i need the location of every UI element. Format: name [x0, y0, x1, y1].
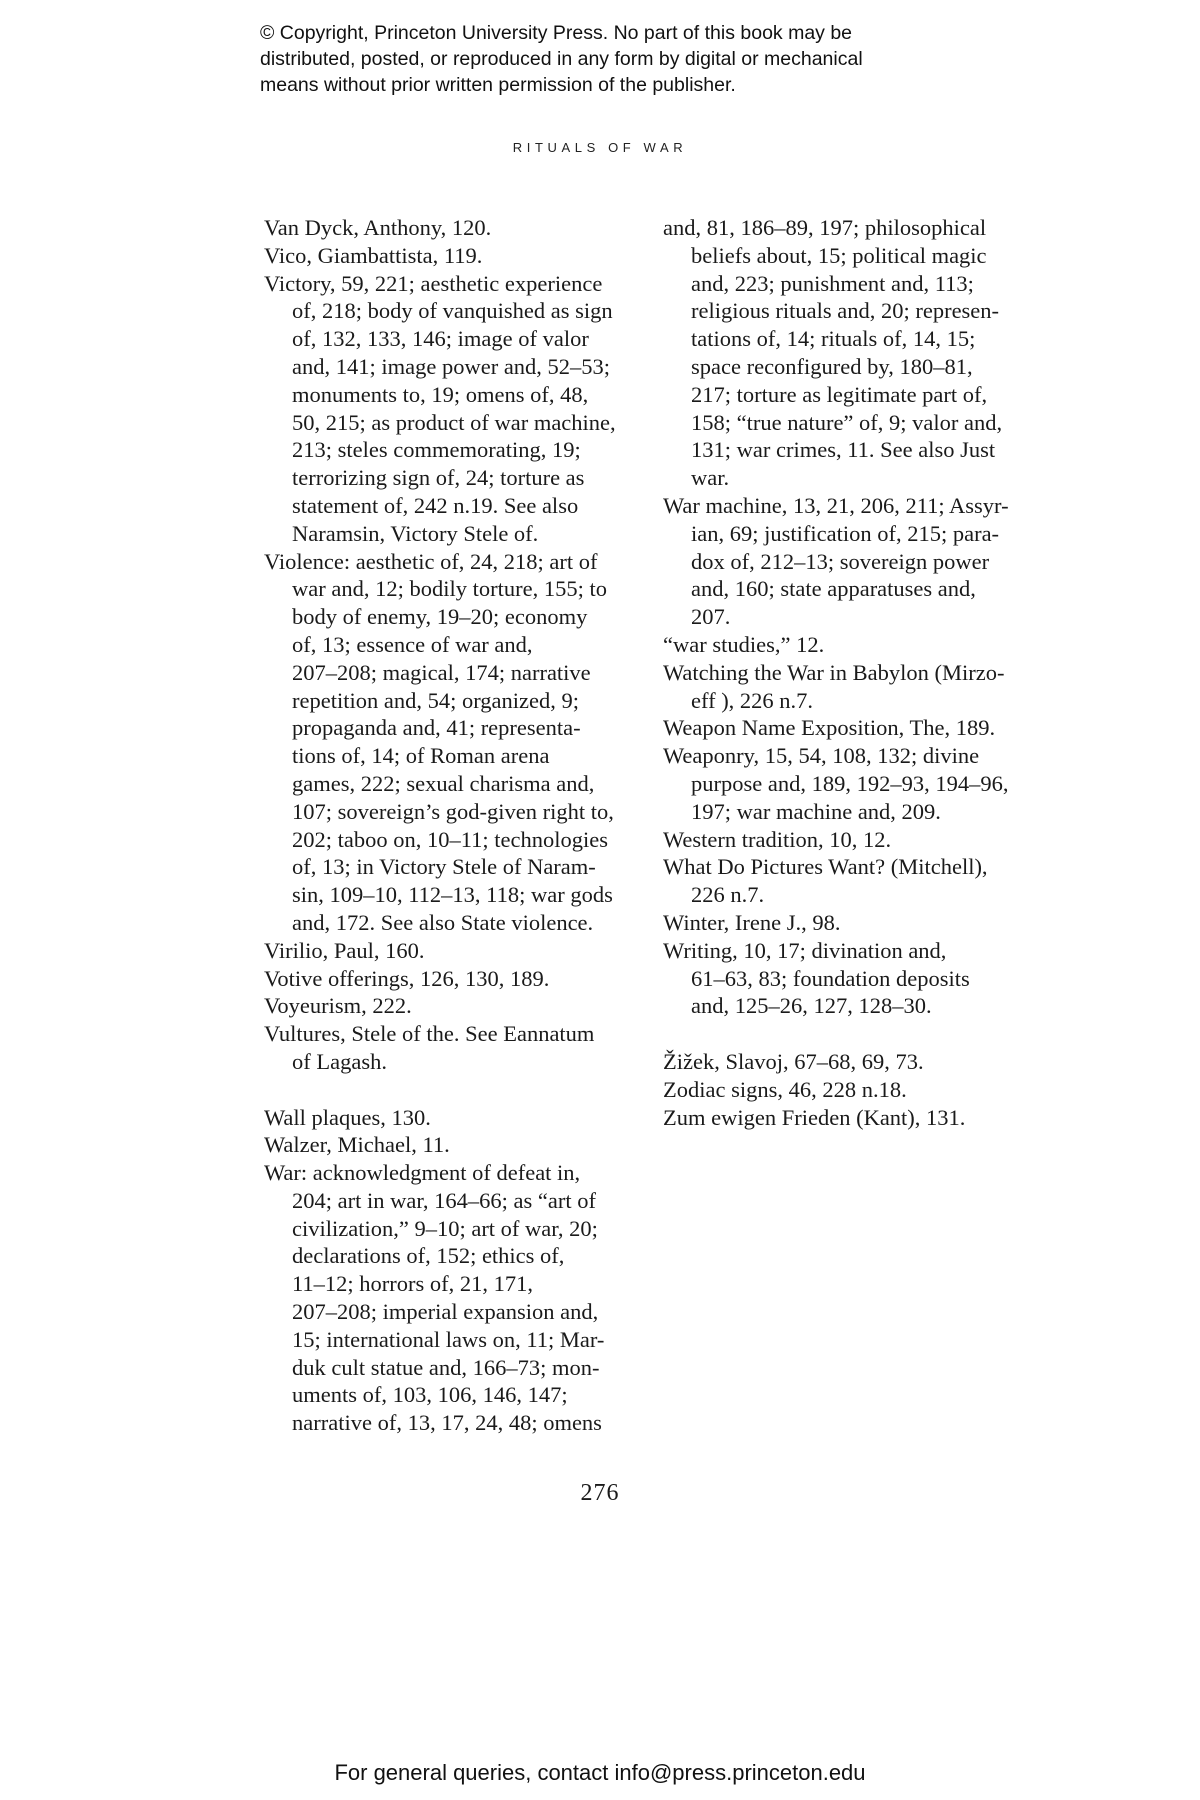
index-entry	[264, 1104, 644, 1132]
index-entry	[663, 742, 1053, 825]
letter-gap	[264, 1076, 644, 1104]
index-entry-line: Winter, Irene J., 98.	[663, 909, 841, 935]
index-entry	[264, 1159, 644, 1437]
index-entry-line: beliefs about, 15; political magic	[691, 242, 987, 268]
index-entry-line: 197; war machine and, 209.	[691, 798, 941, 824]
index-entry	[663, 853, 1053, 909]
index-entry	[663, 909, 1053, 937]
index-entry-line: tations of, 14; rituals of, 14, 15;	[691, 326, 976, 352]
index-entry-line: 15; international laws on, 11; Mar-	[292, 1326, 605, 1352]
index-entry	[264, 992, 644, 1020]
index-entry	[264, 1020, 644, 1076]
index-entry-line: uments of, 103, 106, 146, 147;	[292, 1382, 568, 1408]
index-entry-line: Wall plaques, 130.	[264, 1104, 431, 1130]
index-entry-line: Writing, 10, 17; divination and,	[663, 937, 947, 963]
index-column-right	[663, 214, 1053, 1131]
index-entry-line: war.	[691, 465, 730, 491]
index-entry-line: 207–208; imperial expansion and,	[292, 1299, 599, 1325]
index-entry-line: 226 n.7.	[691, 882, 765, 908]
index-entry-line: Weapon Name Exposition, The, 189.	[663, 715, 996, 741]
copyright-line: © Copyright, Princeton University Press. No part of this book may be	[260, 22, 853, 44]
index-entry	[663, 214, 1053, 492]
footer-contact: For general queries, contact info@press.princeton.edu	[334, 1760, 866, 1785]
index-entry-line: of Lagash.	[292, 1048, 387, 1074]
index-entry-line: narrative of, 13, 17, 24, 48; omens	[292, 1410, 602, 1436]
index-entry-line: Walzer, Michael, 11.	[264, 1132, 450, 1158]
index-entry-line: purpose and, 189, 192–93, 194–96,	[691, 770, 1009, 796]
index-entry-line: Watching the War in Babylon (Mirzo-	[663, 659, 1005, 685]
index-entry-line: Žižek, Slavoj, 67–68, 69, 73.	[663, 1048, 924, 1074]
index-entry-line: 213; steles commemorating, 19;	[292, 437, 581, 463]
index-entry	[264, 242, 644, 270]
index-entry-line: Western tradition, 10, 12.	[663, 826, 892, 852]
index-entry-line: Naramsin, Victory Stele of.	[292, 520, 539, 546]
index-entry-line: of, 218; body of vanquished as sign	[292, 298, 613, 324]
index-entry-line: of, 13; in Victory Stele of Naram-	[292, 854, 596, 880]
index-entry-line: of, 132, 133, 146; image of valor	[292, 326, 589, 352]
index-column-left	[264, 214, 644, 1437]
index-entry-line: Vultures, Stele of the. See Eannatum	[264, 1021, 595, 1047]
index-entry-line: Virilio, Paul, 160.	[264, 937, 425, 963]
index-entry-line: Weaponry, 15, 54, 108, 132; divine	[663, 743, 980, 769]
index-entry-line: civilization,” 9–10; art of war, 20;	[292, 1215, 598, 1241]
index-entry-line: What Do Pictures Want? (Mitchell),	[663, 854, 988, 880]
index-entry-line: tions of, 14; of Roman arena	[292, 743, 550, 769]
index-entry	[264, 214, 644, 242]
index-entry	[264, 937, 644, 965]
index-entry	[264, 270, 644, 548]
index-entry-line: 207–208; magical, 174; narrative	[292, 659, 591, 685]
index-entry-line: “war studies,” 12.	[663, 631, 825, 657]
page-number: 276	[580, 1480, 620, 1506]
index-entry-line: Zum ewigen Frieden (Kant), 131.	[663, 1104, 966, 1130]
index-entry	[663, 1048, 1053, 1076]
index-entry-line: and, 172. See also State violence.	[292, 909, 594, 935]
index-entry-line: repetition and, 54; organized, 9;	[292, 687, 580, 713]
index-entry-line: 11–12; horrors of, 21, 171,	[292, 1271, 534, 1297]
index-entry-line: 158; “true nature” of, 9; valor and,	[691, 409, 1003, 435]
index-entry-line: 217; torture as legitimate part of,	[691, 381, 988, 407]
index-entry-line: of, 13; essence of war and,	[292, 631, 533, 657]
index-entry	[663, 631, 1053, 659]
index-entry-line: dox of, 212–13; sovereign power	[691, 548, 990, 574]
index-entry-line: and, 141; image power and, 52–53;	[292, 353, 611, 379]
index-entry-line: sin, 109–10, 112–13, 118; war gods	[292, 882, 613, 908]
index-entry-line: Voyeurism, 222.	[264, 993, 412, 1019]
index-entry-line: eff ), 226 n.7.	[691, 687, 814, 713]
index-entry	[663, 1076, 1053, 1104]
index-entry-line: and, 223; punishment and, 113;	[691, 270, 974, 296]
index-entry-line: and, 81, 186–89, 197; philosophical	[663, 215, 987, 240]
index-entry-line: war and, 12; bodily torture, 155; to	[292, 576, 607, 602]
index-entry-line: ian, 69; justification of, 215; para-	[691, 520, 1000, 546]
letter-gap	[663, 1020, 1053, 1048]
running-head: RITUALS OF WAR	[512, 140, 688, 155]
index-entry	[663, 1104, 1053, 1132]
index-entry-line: War machine, 13, 21, 206, 211; Assyr-	[663, 492, 1009, 518]
index-entry-line: space reconfigured by, 180–81,	[691, 353, 973, 379]
index-entry-line: 61–63, 83; foundation deposits	[691, 965, 970, 991]
index-entry	[264, 1131, 644, 1159]
index-entry	[663, 492, 1053, 631]
copyright-notice	[260, 20, 1020, 98]
index-entry-line: 131; war crimes, 11. See also Just	[691, 437, 996, 463]
index-entry-line: 107; sovereign’s god-given right to,	[292, 798, 614, 824]
index-entry	[663, 714, 1053, 742]
index-entry-line: games, 222; sexual charisma and,	[292, 770, 595, 796]
index-entry	[264, 965, 644, 993]
index-entry-line: monuments to, 19; omens of, 48,	[292, 381, 589, 407]
index-entry-line: and, 125–26, 127, 128–30.	[691, 993, 932, 1019]
index-entry-line: statement of, 242 n.19. See also	[292, 492, 579, 518]
index-entry-line: 202; taboo on, 10–11; technologies	[292, 826, 608, 852]
index-entry-line: duk cult statue and, 166–73; mon-	[292, 1354, 600, 1380]
index-entry-line: Victory, 59, 221; aesthetic experience	[264, 270, 603, 296]
copyright-line: distributed, posted, or reproduced in any form by digital or mechanical	[260, 48, 863, 70]
index-entry	[264, 548, 644, 937]
index-entry-line: Zodiac signs, 46, 228 n.18.	[663, 1076, 907, 1102]
index-entry-line: declarations of, 152; ethics of,	[292, 1243, 565, 1269]
index-entry-line: Votive offerings, 126, 130, 189.	[264, 965, 550, 991]
index-entry-line: Violence: aesthetic of, 24, 218; art of	[264, 548, 598, 574]
index-entry-line: Vico, Giambattista, 119.	[264, 242, 483, 268]
index-entry-line: 50, 215; as product of war machine,	[292, 409, 616, 435]
index-entry-line: propaganda and, 41; representa-	[292, 715, 581, 741]
index-entry-line: religious rituals and, 20; represen-	[691, 298, 1000, 324]
index-entry-line: body of enemy, 19–20; economy	[292, 604, 588, 630]
index-entry	[663, 937, 1053, 1020]
index-entry-line: 207.	[691, 604, 731, 630]
index-entry-line: and, 160; state apparatuses and,	[691, 576, 976, 602]
index-entry-line: 204; art in war, 164–66; as “art of	[292, 1187, 597, 1213]
copyright-line: means without prior written permission of the publisher.	[260, 74, 736, 96]
index-entry	[663, 659, 1053, 715]
index-entry	[663, 826, 1053, 854]
index-entry-line: War: acknowledgment of defeat in,	[264, 1160, 581, 1186]
index-entry-line: Van Dyck, Anthony, 120.	[264, 215, 492, 240]
index-entry-line: terrorizing sign of, 24; torture as	[292, 465, 585, 491]
